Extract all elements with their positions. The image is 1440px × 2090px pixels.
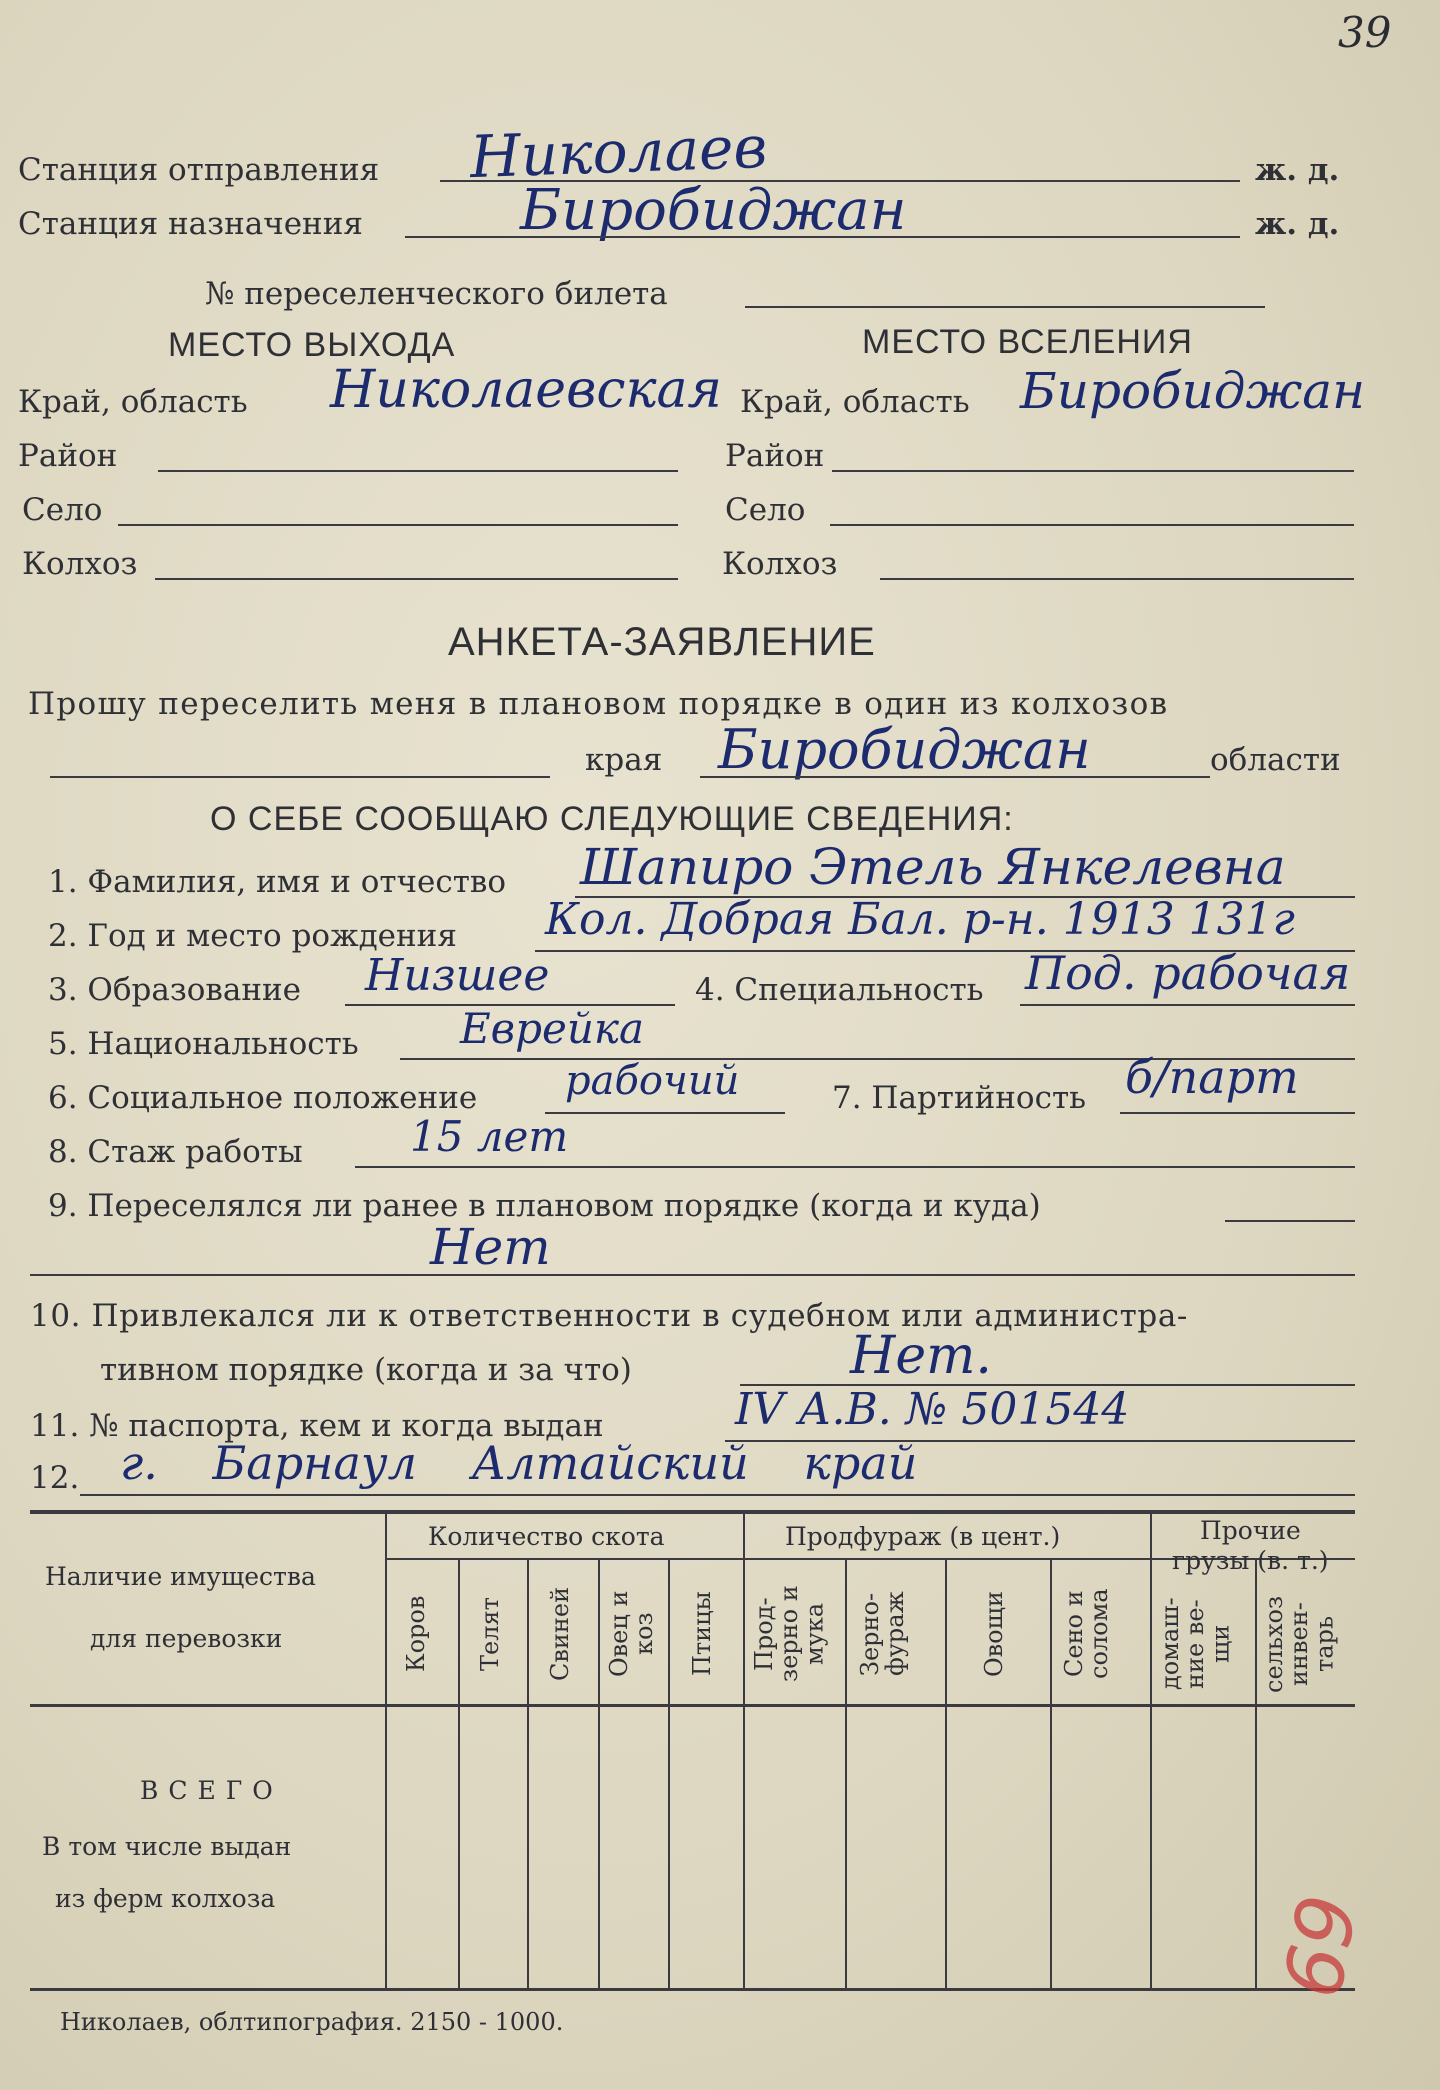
origin-kolkhoz-label: Колхоз: [22, 546, 138, 582]
q8-label: 8. Стаж работы: [48, 1134, 303, 1170]
settlement-heading: МЕСТО ВСЕЛЕНИЯ: [862, 323, 1193, 361]
col-header-household: домаш-ние ве-щи: [1156, 1597, 1235, 1691]
settlement-village-line: [830, 524, 1354, 526]
table-header-bottom-border: [30, 1704, 1355, 1707]
footer-printer: Николаев, облтипография. 2150 - 1000.: [60, 2008, 564, 2036]
q5-label: 5. Национальность: [48, 1026, 359, 1062]
q12-label: 12.: [30, 1460, 80, 1496]
origin-heading: МЕСТО ВЫХОДА: [168, 326, 456, 364]
settlement-district-line: [832, 470, 1354, 472]
q4-value: Под. рабочая: [1025, 946, 1351, 1000]
col-header-farm-tools: сельхоз инвен-тарь: [1260, 1595, 1339, 1693]
table-top-border: [30, 1510, 1355, 1514]
q9-label: 9. Переселялся ли ранее в плановом порядке (когда и куда): [48, 1188, 1041, 1224]
table-col-divider: [1150, 1510, 1152, 1988]
settlement-village-label: Село: [725, 492, 806, 528]
col-header-cows: Коров: [402, 1595, 430, 1673]
q7-label: 7. Партийность: [832, 1080, 1086, 1116]
col-header-vegetables: Овощи: [980, 1591, 1008, 1677]
table-col-divider: [458, 1558, 460, 1988]
ticket-number-line: [745, 306, 1265, 308]
table-col-divider: [385, 1510, 387, 1988]
col-header-poultry: Птицы: [688, 1591, 716, 1677]
q9-line-2: [30, 1274, 1355, 1276]
q9-value: Нет: [430, 1218, 551, 1276]
table-col-divider: [1050, 1558, 1052, 1988]
origin-region-label: Край, область: [18, 384, 248, 420]
issued-label-line2: из ферм колхоза: [55, 1884, 276, 1913]
departure-station-label: Станция отправления: [18, 152, 380, 188]
origin-district-label: Район: [18, 438, 118, 474]
q2-label: 2. Год и место рождения: [48, 918, 457, 954]
request-oblast-label: области: [1210, 742, 1341, 778]
request-krai-label: края: [585, 742, 663, 778]
group-other-line2: грузы (в. т.): [1172, 1546, 1329, 1575]
q6-label: 6. Социальное положение: [48, 1080, 478, 1116]
settlement-region-label: Край, область: [740, 384, 970, 420]
settlement-kolkhoz-line: [880, 578, 1354, 580]
q12-line: [80, 1494, 1355, 1496]
request-oblast-value: Биробиджан: [718, 718, 1091, 781]
departure-station-value: Николаев: [468, 112, 769, 192]
origin-district-line: [158, 470, 678, 472]
origin-village-label: Село: [22, 492, 103, 528]
q8-value: 15 лет: [410, 1112, 569, 1161]
settlement-kolkhoz-label: Колхоз: [722, 546, 838, 582]
col-header-calves: Телят: [476, 1597, 504, 1671]
q1-value: Шапиро Этель Янкелевна: [580, 838, 1286, 896]
group-other-line1: Прочие: [1200, 1516, 1301, 1545]
q7-line: [1120, 1112, 1355, 1114]
total-label: ВСЕГО: [140, 1776, 283, 1805]
departure-rail-suffix: ж. д.: [1255, 152, 1340, 188]
q4-label: 4. Специальность: [695, 972, 984, 1008]
q8-line: [355, 1166, 1355, 1168]
request-line-1: Прошу переселить меня в плановом порядке в один из колхозов: [28, 686, 1169, 722]
row-header-line1: Наличие имущества: [45, 1562, 316, 1591]
q10-label-line1: 10. Привлекался ли к ответственности в судебном или администра-: [30, 1298, 1188, 1334]
ticket-number-label: № переселенческого билета: [205, 276, 668, 312]
destination-station-label: Станция назначения: [18, 206, 363, 242]
row-header-line2: для перевозки: [90, 1624, 283, 1653]
form-title: АНКЕТА-ЗАЯВЛЕНИЕ: [448, 620, 876, 664]
q9-line-1: [1225, 1220, 1355, 1222]
col-header-pigs: Свиней: [546, 1586, 574, 1682]
q1-label: 1. Фамилия, имя и отчество: [48, 864, 507, 900]
q10-value: Нет.: [850, 1326, 992, 1386]
q10-label-line2: тивном порядке (когда и за что): [100, 1352, 632, 1388]
q2-value: Кол. Добрая Бал. р-н. 1913 131г: [545, 894, 1295, 945]
q6-value: рабочий: [565, 1058, 740, 1104]
issued-label-line1: В том числе выдан: [42, 1832, 292, 1861]
table-col-divider: [1255, 1560, 1257, 1988]
q6-line: [545, 1112, 785, 1114]
destination-rail-suffix: ж. д.: [1255, 206, 1340, 242]
origin-region-value: Николаевская: [330, 360, 722, 420]
request-krai-line: [50, 776, 550, 778]
destination-station-value: Биробиджан: [520, 178, 907, 243]
q4-line: [1020, 1004, 1355, 1006]
page-number: 39: [1338, 8, 1392, 57]
q11-label: 11. № паспорта, кем и когда выдан: [30, 1408, 604, 1444]
q11-value: IV А.В. № 501544: [735, 1384, 1130, 1435]
col-header-grain-flour: Прод-зерно и мука: [750, 1585, 829, 1683]
table-bottom-border: [30, 1988, 1355, 1991]
settlement-district-label: Район: [725, 438, 825, 474]
group-livestock: Количество скота: [428, 1522, 665, 1551]
red-archive-mark: 69: [1266, 1888, 1376, 2005]
request-oblast-line: [700, 776, 1210, 778]
table-col-divider: [668, 1558, 670, 1988]
table-col-divider: [598, 1558, 600, 1988]
settlement-region-value: Биробиджан: [1020, 362, 1366, 420]
col-header-sheep-goats: Овец и коз: [605, 1590, 659, 1678]
col-header-hay-straw: Сено и солома: [1060, 1588, 1114, 1680]
col-header-grain-fodder: Зерно-фураж: [856, 1591, 910, 1677]
q3-value: Низшее: [365, 950, 550, 1001]
origin-kolkhoz-line: [155, 578, 678, 580]
q5-value: Еврейка: [460, 1004, 645, 1053]
table-col-divider: [527, 1558, 529, 1988]
table-col-divider: [743, 1510, 745, 1988]
destination-station-line: [405, 236, 1240, 238]
table-col-divider: [945, 1558, 947, 1988]
q3-label: 3. Образование: [48, 972, 302, 1008]
q7-value: б/парт: [1125, 1050, 1299, 1104]
group-feed: Продфураж (в цент.): [785, 1522, 1061, 1551]
info-heading: О СЕБЕ СООБЩАЮ СЛЕДУЮЩИЕ СВЕДЕНИЯ:: [210, 800, 1014, 838]
origin-village-line: [118, 524, 678, 526]
q12-value: г. Барнаул Алтайский край: [120, 1436, 918, 1490]
table-col-divider: [845, 1558, 847, 1988]
